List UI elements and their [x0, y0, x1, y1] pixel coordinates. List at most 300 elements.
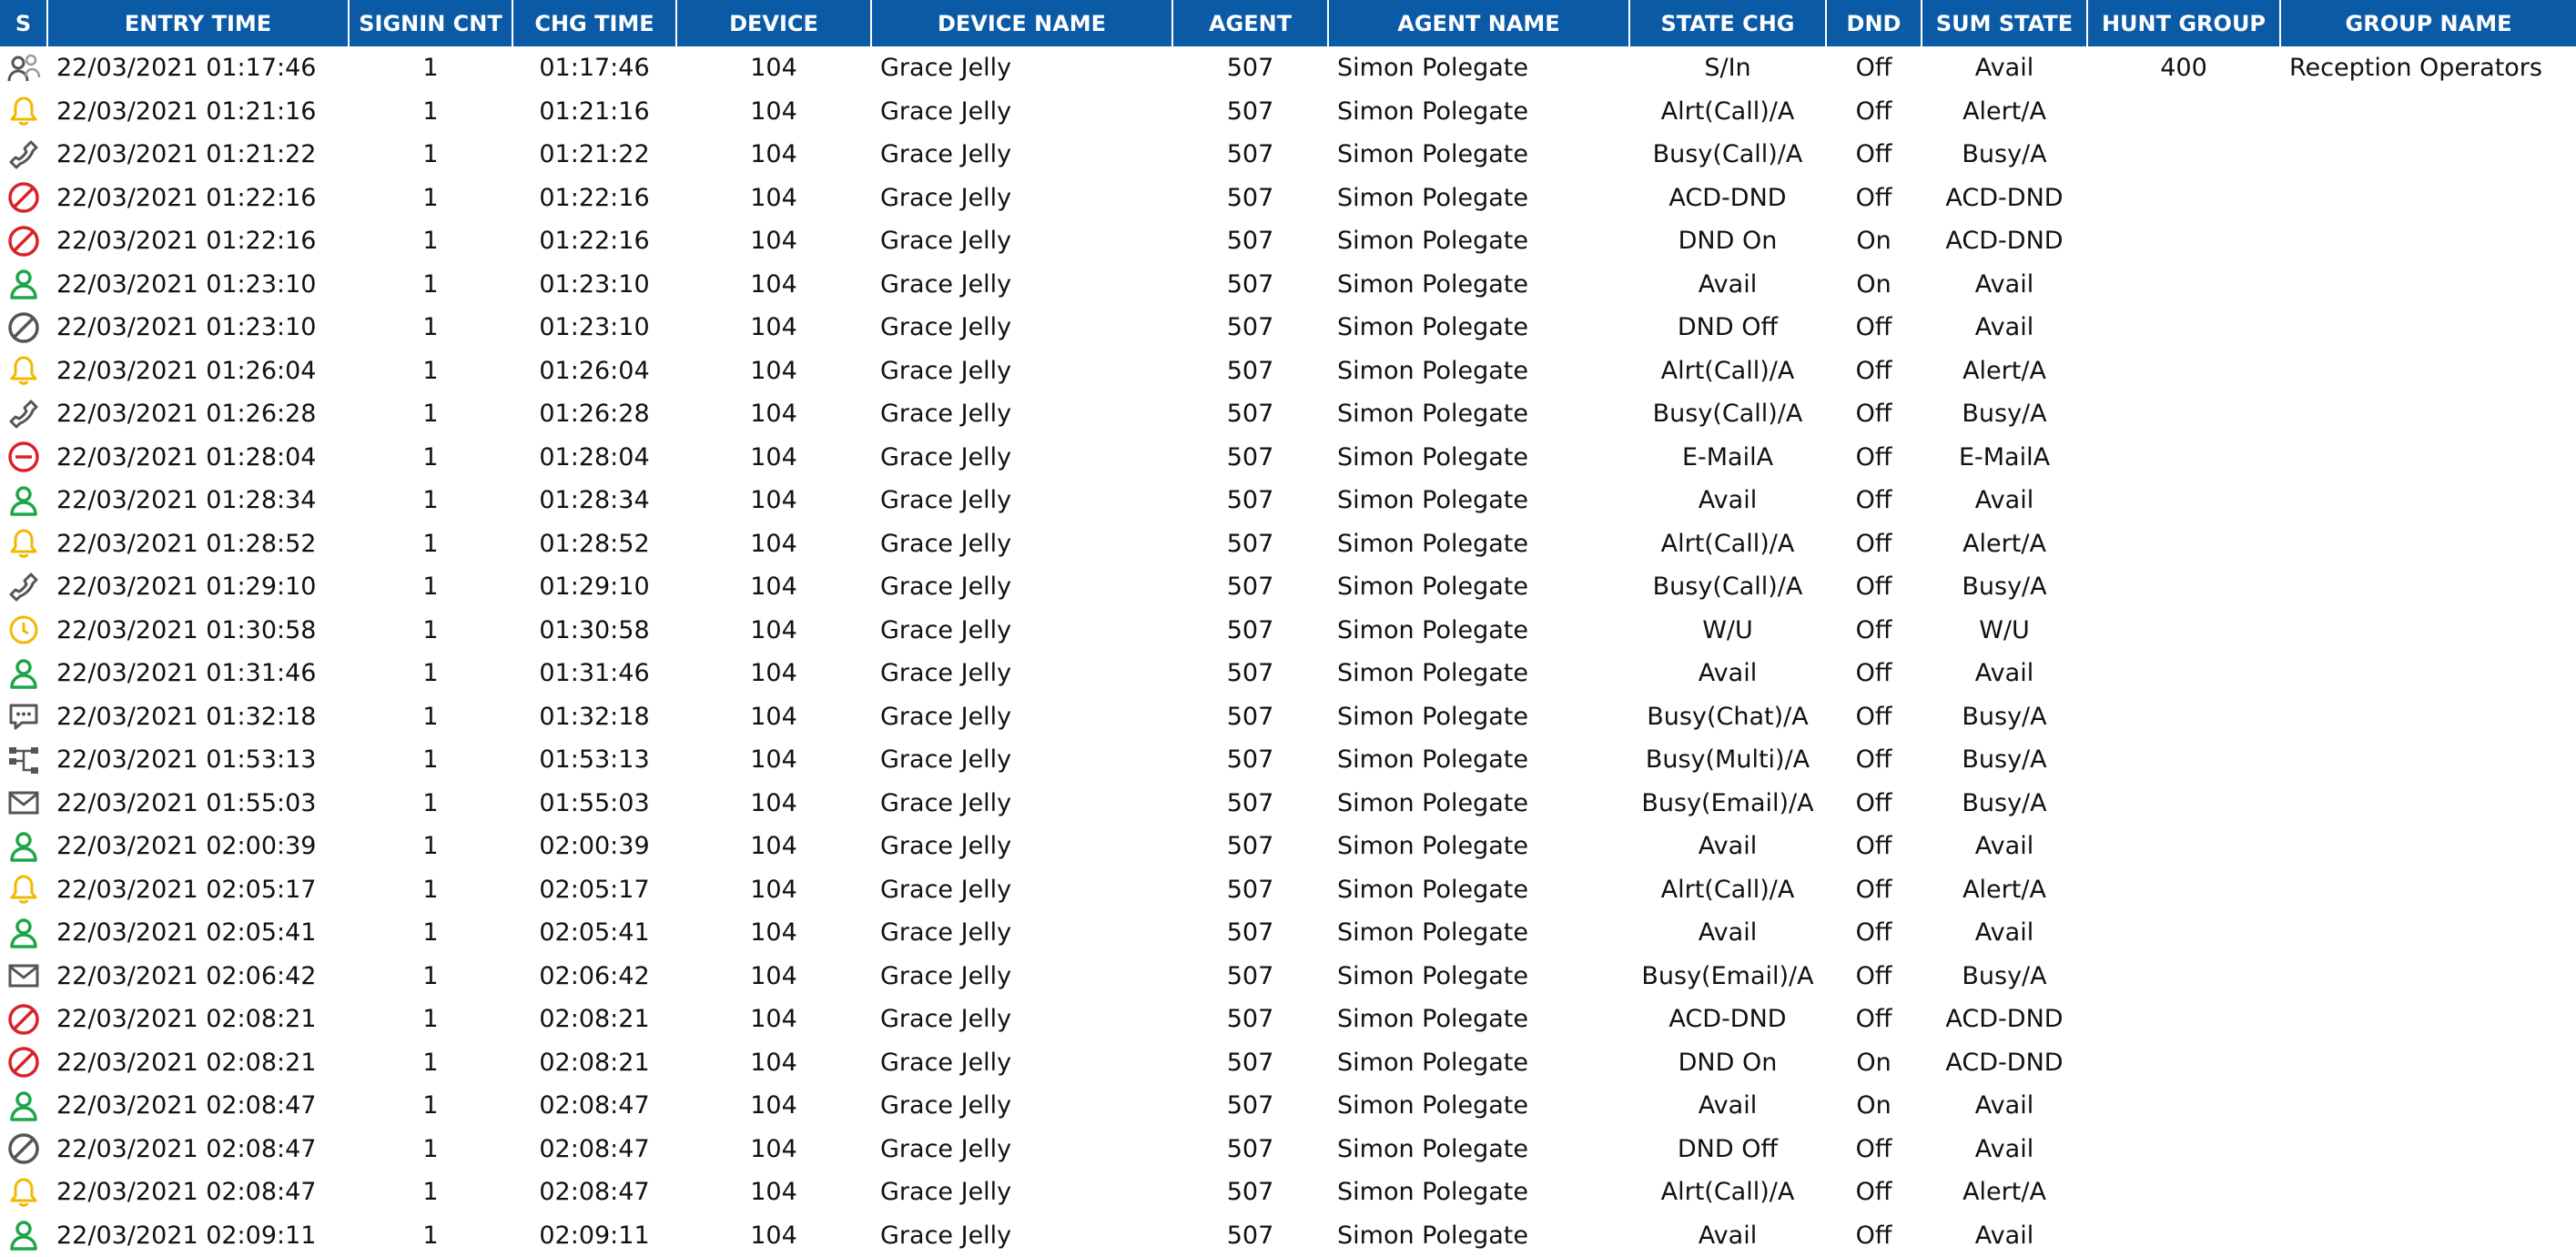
cell-hunt-group [2087, 1128, 2280, 1171]
cell-state-chg: W/U [1629, 609, 1826, 653]
table-row[interactable] [0, 998, 2576, 1041]
cell-device: 104 [676, 1214, 871, 1257]
acd-dnd-icon [0, 219, 47, 263]
cell-agent: 507 [1172, 392, 1328, 436]
cell-entry-time: 22/03/2021 01:23:10 [47, 263, 349, 307]
cell-group-name [2280, 522, 2576, 566]
acd-dnd-icon [0, 998, 47, 1041]
wrapup-clock-icon [0, 609, 47, 653]
avail-icon [0, 1084, 47, 1128]
cell-state-chg: Alrt(Call)/A [1629, 522, 1826, 566]
cell-agent: 507 [1172, 436, 1328, 480]
cell-device: 104 [676, 522, 871, 566]
cell-agent: 507 [1172, 90, 1328, 134]
cell-dnd: Off [1826, 177, 1922, 220]
cell-agent: 507 [1172, 1128, 1328, 1171]
cell-state-chg: Alrt(Call)/A [1629, 1171, 1826, 1214]
table-row[interactable] [0, 392, 2576, 436]
cell-sum-state: Alert/A [1922, 350, 2087, 393]
cell-sum-state: Avail [1922, 1214, 2087, 1257]
cell-device-name: Grace Jelly [871, 1084, 1172, 1128]
cell-state-chg: Alrt(Call)/A [1629, 868, 1826, 912]
cell-device: 104 [676, 868, 871, 912]
cell-agent-name: Simon Polegate [1328, 133, 1629, 177]
cell-entry-time: 22/03/2021 01:28:34 [47, 479, 349, 522]
cell-agent-name: Simon Polegate [1328, 177, 1629, 220]
cell-agent: 507 [1172, 133, 1328, 177]
cell-dnd: Off [1826, 695, 1922, 739]
cell-signin-cnt: 1 [349, 90, 512, 134]
table-row[interactable] [0, 522, 2576, 566]
phone-icon [0, 133, 47, 177]
cell-device: 104 [676, 825, 871, 868]
cell-agent-name: Simon Polegate [1328, 263, 1629, 307]
cell-agent: 507 [1172, 1084, 1328, 1128]
avail-icon [0, 263, 47, 307]
cell-agent-name: Simon Polegate [1328, 565, 1629, 609]
cell-dnd: Off [1826, 738, 1922, 782]
column-header-state-chg[interactable]: STATE CHG [1629, 0, 1826, 46]
cell-signin-cnt: 1 [349, 177, 512, 220]
cell-sum-state: Busy/A [1922, 392, 2087, 436]
cell-agent: 507 [1172, 306, 1328, 350]
table-row[interactable] [0, 652, 2576, 695]
acd-dnd-icon [0, 1041, 47, 1085]
cell-signin-cnt: 1 [349, 219, 512, 263]
cell-device: 104 [676, 1084, 871, 1128]
column-header-dnd[interactable]: DND [1826, 0, 1922, 46]
cell-agent-name: Simon Polegate [1328, 609, 1629, 653]
cell-chg-time: 01:21:16 [512, 90, 676, 134]
table-row[interactable] [0, 90, 2576, 134]
table-row[interactable] [0, 133, 2576, 177]
cell-device-name: Grace Jelly [871, 1041, 1172, 1085]
phone-icon [0, 565, 47, 609]
cell-entry-time: 22/03/2021 02:08:47 [47, 1128, 349, 1171]
cell-group-name [2280, 738, 2576, 782]
cell-agent: 507 [1172, 350, 1328, 393]
cell-dnd: Off [1826, 133, 1922, 177]
cell-agent: 507 [1172, 825, 1328, 868]
cell-dnd: Off [1826, 46, 1922, 90]
cell-agent: 507 [1172, 609, 1328, 653]
cell-dnd: Off [1826, 911, 1922, 955]
cell-device: 104 [676, 479, 871, 522]
cell-entry-time: 22/03/2021 01:23:10 [47, 306, 349, 350]
table-row[interactable] [0, 219, 2576, 263]
cell-device-name: Grace Jelly [871, 782, 1172, 826]
cell-device: 104 [676, 609, 871, 653]
cell-state-chg: DND On [1629, 219, 1826, 263]
cell-group-name [2280, 955, 2576, 999]
table-row[interactable] [0, 609, 2576, 653]
cell-group-name [2280, 177, 2576, 220]
cell-agent: 507 [1172, 522, 1328, 566]
cell-device: 104 [676, 263, 871, 307]
cell-sum-state: Busy/A [1922, 955, 2087, 999]
cell-sum-state: ACD-DND [1922, 998, 2087, 1041]
cell-chg-time: 02:08:21 [512, 1041, 676, 1085]
cell-signin-cnt: 1 [349, 565, 512, 609]
cell-dnd: Off [1826, 782, 1922, 826]
table-row[interactable] [0, 868, 2576, 912]
cell-agent-name: Simon Polegate [1328, 479, 1629, 522]
cell-chg-time: 01:31:46 [512, 652, 676, 695]
cell-chg-time: 01:28:52 [512, 522, 676, 566]
cell-signin-cnt: 1 [349, 522, 512, 566]
cell-sum-state: Avail [1922, 911, 2087, 955]
cell-agent-name: Simon Polegate [1328, 392, 1629, 436]
cell-device-name: Grace Jelly [871, 392, 1172, 436]
cell-device-name: Grace Jelly [871, 825, 1172, 868]
cell-signin-cnt: 1 [349, 955, 512, 999]
cell-hunt-group [2087, 436, 2280, 480]
column-header-signin-cnt[interactable]: SIGNIN CNT [349, 0, 512, 46]
table-header-row [0, 0, 2576, 46]
cell-hunt-group [2087, 782, 2280, 826]
cell-entry-time: 22/03/2021 01:31:46 [47, 652, 349, 695]
cell-device: 104 [676, 219, 871, 263]
dnd-off-icon [0, 306, 47, 350]
cell-entry-time: 22/03/2021 02:08:21 [47, 1041, 349, 1085]
cell-group-name [2280, 263, 2576, 307]
cell-device-name: Grace Jelly [871, 911, 1172, 955]
cell-device-name: Grace Jelly [871, 868, 1172, 912]
cell-agent: 507 [1172, 738, 1328, 782]
cell-hunt-group [2087, 263, 2280, 307]
column-header-s[interactable]: S [0, 0, 47, 46]
cell-device-name: Grace Jelly [871, 695, 1172, 739]
cell-signin-cnt: 1 [349, 306, 512, 350]
cell-agent: 507 [1172, 1041, 1328, 1085]
column-header-hunt-group[interactable]: HUNT GROUP [2087, 0, 2280, 46]
cell-group-name [2280, 1214, 2576, 1257]
cell-entry-time: 22/03/2021 01:22:16 [47, 177, 349, 220]
column-header-sum-state[interactable]: SUM STATE [1922, 0, 2087, 46]
cell-state-chg: Alrt(Call)/A [1629, 350, 1826, 393]
cell-dnd: Off [1826, 350, 1922, 393]
cell-device: 104 [676, 565, 871, 609]
cell-hunt-group [2087, 90, 2280, 134]
table-row[interactable] [0, 738, 2576, 782]
cell-sum-state: Avail [1922, 1128, 2087, 1171]
cell-agent-name: Simon Polegate [1328, 522, 1629, 566]
cell-dnd: Off [1826, 998, 1922, 1041]
cell-agent: 507 [1172, 955, 1328, 999]
avail-icon [0, 911, 47, 955]
cell-signin-cnt: 1 [349, 479, 512, 522]
cell-hunt-group [2087, 219, 2280, 263]
cell-signin-cnt: 1 [349, 1171, 512, 1214]
cell-group-name [2280, 868, 2576, 912]
table-row[interactable] [0, 565, 2576, 609]
cell-signin-cnt: 1 [349, 263, 512, 307]
cell-agent-name: Simon Polegate [1328, 738, 1629, 782]
cell-state-chg: Avail [1629, 1084, 1826, 1128]
cell-signin-cnt: 1 [349, 392, 512, 436]
table-row[interactable] [0, 46, 2576, 90]
cell-sum-state: Busy/A [1922, 565, 2087, 609]
cell-device: 104 [676, 738, 871, 782]
cell-hunt-group [2087, 1214, 2280, 1257]
cell-dnd: On [1826, 1084, 1922, 1128]
bell-icon [0, 1171, 47, 1214]
cell-state-chg: S/In [1629, 46, 1826, 90]
table-body [0, 46, 2576, 1257]
cell-signin-cnt: 1 [349, 652, 512, 695]
cell-entry-time: 22/03/2021 02:08:21 [47, 998, 349, 1041]
column-header-entry-time[interactable]: ENTRY TIME [47, 0, 349, 46]
table-row[interactable] [0, 350, 2576, 393]
cell-sum-state: Avail [1922, 263, 2087, 307]
cell-entry-time: 22/03/2021 01:17:46 [47, 46, 349, 90]
table-row[interactable] [0, 1214, 2576, 1257]
cell-agent-name: Simon Polegate [1328, 1214, 1629, 1257]
cell-device-name: Grace Jelly [871, 565, 1172, 609]
table-row[interactable] [0, 1171, 2576, 1214]
cell-sum-state: ACD-DND [1922, 177, 2087, 220]
cell-device-name: Grace Jelly [871, 177, 1172, 220]
cell-dnd: Off [1826, 1214, 1922, 1257]
cell-agent-name: Simon Polegate [1328, 1128, 1629, 1171]
cell-dnd: Off [1826, 522, 1922, 566]
cell-agent-name: Simon Polegate [1328, 1041, 1629, 1085]
cell-signin-cnt: 1 [349, 1041, 512, 1085]
cell-state-chg: Avail [1629, 263, 1826, 307]
cell-device: 104 [676, 652, 871, 695]
cell-entry-time: 22/03/2021 02:09:11 [47, 1214, 349, 1257]
avail-icon [0, 825, 47, 868]
cell-signin-cnt: 1 [349, 46, 512, 90]
table-row[interactable] [0, 306, 2576, 350]
table-row[interactable] [0, 695, 2576, 739]
cell-group-name [2280, 1041, 2576, 1085]
cell-agent-name: Simon Polegate [1328, 1171, 1629, 1214]
cell-agent-name: Simon Polegate [1328, 782, 1629, 826]
cell-group-name [2280, 479, 2576, 522]
cell-agent: 507 [1172, 1214, 1328, 1257]
cell-group-name [2280, 609, 2576, 653]
cell-agent: 507 [1172, 652, 1328, 695]
cell-agent: 507 [1172, 46, 1328, 90]
table-row[interactable] [0, 263, 2576, 307]
cell-chg-time: 02:08:47 [512, 1084, 676, 1128]
column-header-chg-time[interactable]: CHG TIME [512, 0, 676, 46]
cell-chg-time: 01:30:58 [512, 609, 676, 653]
cell-device: 104 [676, 911, 871, 955]
cell-entry-time: 22/03/2021 01:21:22 [47, 133, 349, 177]
cell-state-chg: Busy(Call)/A [1629, 565, 1826, 609]
cell-chg-time: 01:23:10 [512, 263, 676, 307]
cell-signin-cnt: 1 [349, 1214, 512, 1257]
cell-group-name [2280, 565, 2576, 609]
email-away-icon [0, 436, 47, 480]
cell-entry-time: 22/03/2021 01:22:16 [47, 219, 349, 263]
cell-entry-time: 22/03/2021 01:28:04 [47, 436, 349, 480]
cell-device-name: Grace Jelly [871, 350, 1172, 393]
cell-group-name [2280, 652, 2576, 695]
cell-device-name: Grace Jelly [871, 46, 1172, 90]
cell-dnd: Off [1826, 90, 1922, 134]
cell-state-chg: Alrt(Call)/A [1629, 90, 1826, 134]
cell-state-chg: Avail [1629, 1214, 1826, 1257]
cell-signin-cnt: 1 [349, 133, 512, 177]
cell-device-name: Grace Jelly [871, 263, 1172, 307]
cell-group-name [2280, 911, 2576, 955]
cell-dnd: Off [1826, 479, 1922, 522]
cell-sum-state: Busy/A [1922, 738, 2087, 782]
cell-signin-cnt: 1 [349, 436, 512, 480]
cell-sum-state: Avail [1922, 306, 2087, 350]
column-header-group-name[interactable]: GROUP NAME [2280, 0, 2576, 46]
table-row[interactable] [0, 1041, 2576, 1085]
cell-chg-time: 01:17:46 [512, 46, 676, 90]
cell-device-name: Grace Jelly [871, 479, 1172, 522]
cell-hunt-group [2087, 306, 2280, 350]
cell-agent: 507 [1172, 565, 1328, 609]
cell-agent-name: Simon Polegate [1328, 46, 1629, 90]
cell-hunt-group [2087, 479, 2280, 522]
cell-group-name [2280, 90, 2576, 134]
cell-agent: 507 [1172, 868, 1328, 912]
cell-device-name: Grace Jelly [871, 738, 1172, 782]
cell-sum-state: ACD-DND [1922, 1041, 2087, 1085]
cell-entry-time: 22/03/2021 01:32:18 [47, 695, 349, 739]
cell-dnd: Off [1826, 955, 1922, 999]
cell-state-chg: E-MailA [1629, 436, 1826, 480]
cell-agent-name: Simon Polegate [1328, 350, 1629, 393]
cell-agent: 507 [1172, 911, 1328, 955]
cell-agent-name: Simon Polegate [1328, 219, 1629, 263]
cell-device: 104 [676, 955, 871, 999]
cell-chg-time: 01:26:28 [512, 392, 676, 436]
cell-device: 104 [676, 695, 871, 739]
cell-agent-name: Simon Polegate [1328, 911, 1629, 955]
cell-sum-state: Avail [1922, 1084, 2087, 1128]
cell-agent: 507 [1172, 263, 1328, 307]
cell-sum-state: E-MailA [1922, 436, 2087, 480]
cell-hunt-group [2087, 609, 2280, 653]
cell-state-chg: Busy(Chat)/A [1629, 695, 1826, 739]
cell-group-name [2280, 1084, 2576, 1128]
cell-state-chg: Avail [1629, 652, 1826, 695]
cell-entry-time: 22/03/2021 02:08:47 [47, 1084, 349, 1128]
cell-chg-time: 02:08:47 [512, 1128, 676, 1171]
acd-dnd-icon [0, 177, 47, 220]
cell-agent-name: Simon Polegate [1328, 998, 1629, 1041]
cell-sum-state: Alert/A [1922, 90, 2087, 134]
table-row[interactable] [0, 1128, 2576, 1171]
cell-hunt-group [2087, 868, 2280, 912]
dnd-off-icon [0, 1128, 47, 1171]
cell-hunt-group [2087, 911, 2280, 955]
cell-device-name: Grace Jelly [871, 652, 1172, 695]
column-header-agent-name[interactable]: AGENT NAME [1328, 0, 1629, 46]
cell-device: 104 [676, 782, 871, 826]
cell-entry-time: 22/03/2021 02:05:17 [47, 868, 349, 912]
cell-device-name: Grace Jelly [871, 522, 1172, 566]
cell-signin-cnt: 1 [349, 609, 512, 653]
table-row[interactable] [0, 479, 2576, 522]
cell-group-name [2280, 133, 2576, 177]
cell-chg-time: 01:21:22 [512, 133, 676, 177]
cell-dnd: Off [1826, 825, 1922, 868]
cell-state-chg: DND On [1629, 1041, 1826, 1085]
table-row[interactable] [0, 436, 2576, 480]
column-header-device-name[interactable]: DEVICE NAME [871, 0, 1172, 46]
multi-icon [0, 738, 47, 782]
cell-chg-time: 02:08:21 [512, 998, 676, 1041]
cell-chg-time: 02:00:39 [512, 825, 676, 868]
cell-signin-cnt: 1 [349, 998, 512, 1041]
cell-state-chg: Avail [1629, 825, 1826, 868]
cell-group-name [2280, 306, 2576, 350]
cell-chg-time: 01:26:04 [512, 350, 676, 393]
cell-dnd: Off [1826, 609, 1922, 653]
envelope-icon [0, 955, 47, 999]
cell-device-name: Grace Jelly [871, 1214, 1172, 1257]
cell-sum-state: Alert/A [1922, 1171, 2087, 1214]
cell-dnd: Off [1826, 392, 1922, 436]
cell-agent-name: Simon Polegate [1328, 825, 1629, 868]
cell-state-chg: Avail [1629, 479, 1826, 522]
cell-signin-cnt: 1 [349, 782, 512, 826]
cell-sum-state: Alert/A [1922, 522, 2087, 566]
cell-chg-time: 01:28:04 [512, 436, 676, 480]
cell-device-name: Grace Jelly [871, 1171, 1172, 1214]
avail-icon [0, 1214, 47, 1257]
table-row[interactable] [0, 782, 2576, 826]
cell-hunt-group [2087, 1041, 2280, 1085]
signin-icon [0, 46, 47, 90]
table-row[interactable] [0, 825, 2576, 868]
cell-state-chg: ACD-DND [1629, 177, 1826, 220]
cell-dnd: Off [1826, 868, 1922, 912]
table-row[interactable] [0, 955, 2576, 999]
table-row[interactable] [0, 1084, 2576, 1128]
cell-hunt-group [2087, 1171, 2280, 1214]
table-row[interactable] [0, 177, 2576, 220]
column-header-agent[interactable]: AGENT [1172, 0, 1328, 46]
cell-hunt-group [2087, 998, 2280, 1041]
cell-sum-state: Avail [1922, 46, 2087, 90]
column-header-device[interactable]: DEVICE [676, 0, 871, 46]
table-row[interactable] [0, 911, 2576, 955]
cell-signin-cnt: 1 [349, 911, 512, 955]
cell-entry-time: 22/03/2021 01:26:28 [47, 392, 349, 436]
cell-agent-name: Simon Polegate [1328, 955, 1629, 999]
bell-icon [0, 868, 47, 912]
cell-sum-state: Alert/A [1922, 868, 2087, 912]
cell-chg-time: 02:06:42 [512, 955, 676, 999]
cell-state-chg: Busy(Call)/A [1629, 133, 1826, 177]
cell-signin-cnt: 1 [349, 1128, 512, 1171]
cell-chg-time: 01:55:03 [512, 782, 676, 826]
cell-hunt-group [2087, 133, 2280, 177]
cell-chg-time: 01:23:10 [512, 306, 676, 350]
cell-chg-time: 02:05:17 [512, 868, 676, 912]
cell-signin-cnt: 1 [349, 695, 512, 739]
cell-group-name [2280, 695, 2576, 739]
cell-agent: 507 [1172, 219, 1328, 263]
cell-chg-time: 01:53:13 [512, 738, 676, 782]
cell-entry-time: 22/03/2021 01:21:16 [47, 90, 349, 134]
cell-signin-cnt: 1 [349, 825, 512, 868]
phone-icon [0, 392, 47, 436]
cell-device: 104 [676, 436, 871, 480]
cell-entry-time: 22/03/2021 01:30:58 [47, 609, 349, 653]
cell-hunt-group [2087, 392, 2280, 436]
